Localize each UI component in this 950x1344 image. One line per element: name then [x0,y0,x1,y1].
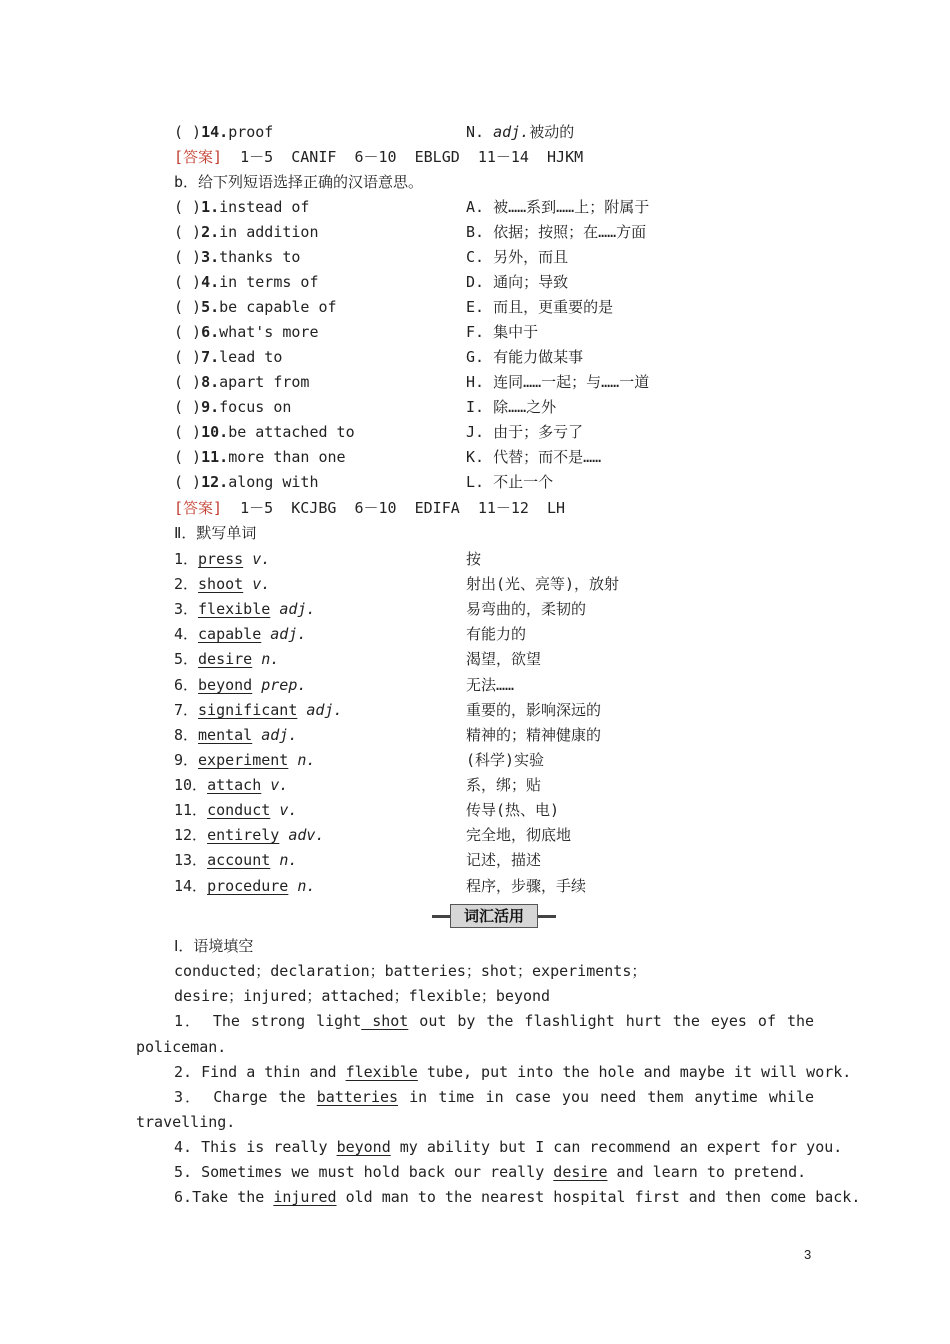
section-i-title: Ⅰ．语境填空 [174,937,254,955]
sentence-1: 1． The strong light shot out by the flashlight hurt the eyes of the [174,1012,815,1030]
word-meaning: 射出(光、亮等)，放射 [466,575,620,593]
answer-tag: [答案] [174,499,223,517]
phrase-item: ( )9.focus on [174,398,292,416]
word-item: 10．attach v. [174,776,289,794]
word-item: 5．desire n. [174,650,280,668]
phrase-item: ( )2.in addition [174,223,319,241]
answer-word: procedure [207,877,289,895]
answer-word: flexible [198,600,271,618]
answer-word: attach [207,776,262,794]
word-meaning: 按 [466,550,482,568]
answer-word: flexible [345,1063,418,1081]
word-item: 7．significant adj. [174,701,343,719]
answer-word: capable [198,625,262,643]
item-number: 14. [201,123,229,141]
phrase-definition: I. 除……之外 [466,398,557,416]
phrase-definition: E. 而且，更重要的是 [466,298,614,316]
phrase-definition: H. 连同……一起；与……一道 [466,373,650,391]
answer-word: desire [198,650,253,668]
word-meaning: 程序，步骤，手续 [466,877,587,895]
word-meaning: 重要的，影响深远的 [466,701,602,719]
answer-word: conduct [207,801,271,819]
answer-word: entirely [207,826,280,844]
answer-word: press [198,550,244,568]
word-bank-line-1: conducted；declaration；batteries；shot；experiments； [174,962,647,980]
answer-word: significant [198,701,298,719]
phrase-item: ( )6.what's more [174,323,319,341]
word-meaning: 系，绑；贴 [466,776,542,794]
phrase-item: ( )11.more than one [174,448,346,466]
answer-word: experiment [198,751,289,769]
phrase-item: ( )7.lead to [174,348,283,366]
answer-word: beyond [336,1138,391,1156]
page-number: 3 [804,1247,812,1262]
phrase-definition: F. 集中于 [466,323,539,341]
word-item: 8．mental adj. [174,726,298,744]
phrase-definition: D. 通向；导致 [466,273,569,291]
sentence-3-continued: travelling. [136,1113,236,1131]
section-ii-title: Ⅱ．默写单词 [174,524,257,542]
word-item: 2．shoot v. [174,575,271,593]
word-bank-line-2: desire；injured；attached；flexible；beyond [174,987,551,1005]
word-item: 6．beyond prep. [174,676,307,694]
word-meaning: (科学)实验 [466,751,545,769]
section-banner [432,904,556,928]
vocab-definition-n: N. adj.被动的 [466,123,575,141]
word-item: 3．flexible adj. [174,600,316,618]
word-item: 11．conduct v. [174,801,298,819]
phrase-item: ( )4.in terms of [174,273,319,291]
phrase-definition: G. 有能力做某事 [466,348,584,366]
answer-key-1: [答案] 1－5 CANIF 6－10 EBLGD 11－14 HJKM [174,148,584,166]
phrase-definition: A. 被……系到……上；附属于 [466,198,650,216]
phrase-definition: J. 由于；多亏了 [466,423,584,441]
phrase-definition: B. 依据；按照；在……方面 [466,223,647,241]
sentence-5: 5. Sometimes we must hold back our really desire and learn to pretend. [174,1163,807,1181]
phrase-item: ( )12.along with [174,473,319,491]
answer-word: desire [553,1163,608,1181]
word-meaning: 完全地，彻底地 [466,826,572,844]
answer-word: account [207,851,271,869]
answer-word: mental [198,726,253,744]
banner-title: 词汇活用 [450,904,538,928]
sentence-6: 6.Take the injured old man to the nearest hospital first and then come back. [174,1188,861,1206]
word-meaning: 传导(热、电) [466,801,560,819]
sentence-3: 3． Charge the batteries in time in case you need them anytime while [174,1088,815,1106]
answer-word: injured [273,1188,337,1206]
phrase-definition: K. 代替；而不是…… [466,448,602,466]
sentence-4: 4. This is really beyond my ability but I can recommend an expert for you. [174,1138,843,1156]
word-meaning: 精神的；精神健康的 [466,726,602,744]
answer-tag: [答案] [174,148,223,166]
phrase-item: ( )1.instead of [174,198,310,216]
word-item: 12．entirely adv. [174,826,325,844]
word-item: 9．experiment n. [174,751,316,769]
vocab-word: proof [228,123,274,141]
phrase-definition: L. 不止一个 [466,473,554,491]
word-meaning: 无法…… [466,676,515,694]
phrase-item: ( )3.thanks to [174,248,301,266]
word-item: 4．capable adj. [174,625,307,643]
vocab-item-14 [174,121,273,143]
phrase-item: ( )10.be attached to [174,423,355,441]
answer-word: shoot [198,575,244,593]
answer-word: batteries [316,1088,399,1106]
phrase-item: ( )8.apart from [174,373,310,391]
banner-right-bar [536,915,556,918]
phrase-item: ( )5.be capable of [174,298,337,316]
word-item: 14．procedure n. [174,877,316,895]
answer-word: beyond [198,676,253,694]
sentence-2: 2. Find a thin and flexible tube, put into the hole and maybe it will work. [174,1063,852,1081]
word-meaning: 记述，描述 [466,851,542,869]
banner-left-bar [432,915,452,918]
word-meaning: 易弯曲的，柔韧的 [466,600,587,618]
answer-word: shot [361,1012,409,1030]
answer-key-2: [答案] 1－5 KCJBG 6－10 EDIFA 11－12 LH [174,499,566,517]
word-meaning: 渴望，欲望 [466,650,542,668]
section-b-title: b．给下列短语选择正确的汉语意思。 [174,173,424,191]
sentence-1-continued: policeman. [136,1038,227,1056]
phrase-definition: C. 另外，而且 [466,248,569,266]
word-item: 13．account n. [174,851,298,869]
word-item: 1．press v. [174,550,271,568]
answer-blank: ( ) [174,123,202,141]
word-meaning: 有能力的 [466,625,527,643]
